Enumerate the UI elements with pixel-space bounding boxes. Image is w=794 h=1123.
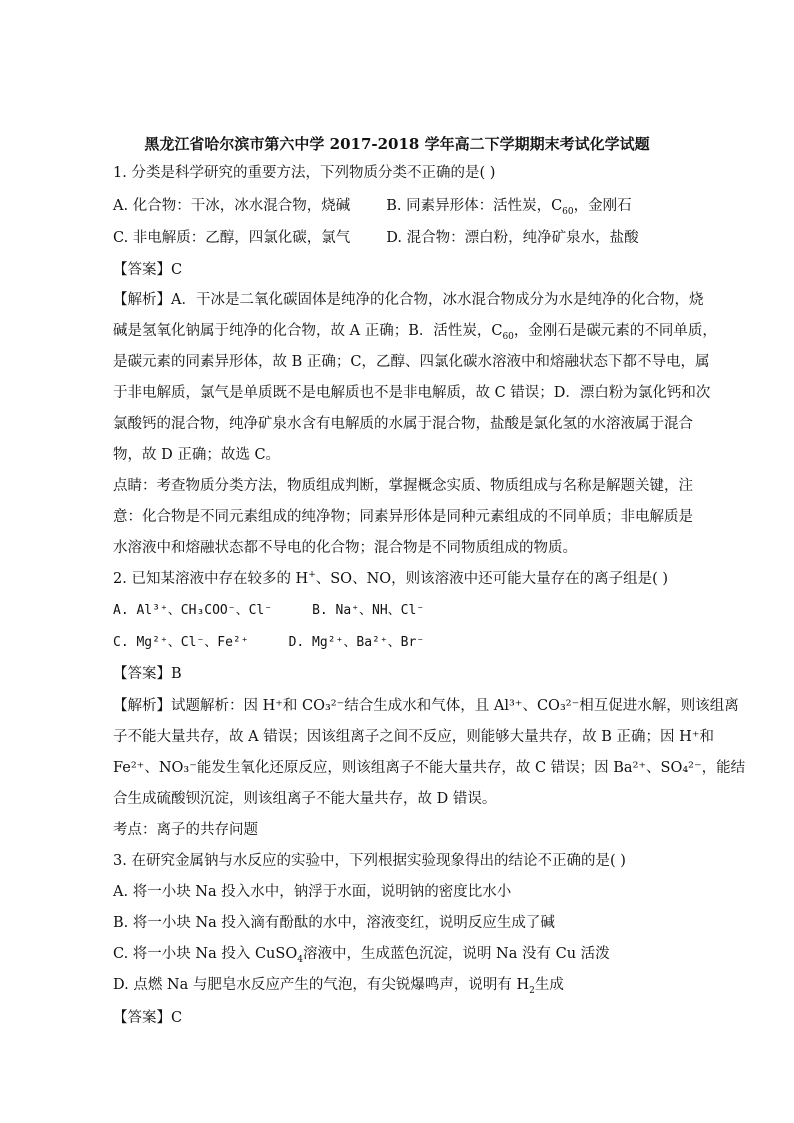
q2-option-c: C. Mg²⁺、Cl⁻、Fe²⁺: [113, 635, 249, 650]
q2-explanation-line: 子不能大量共存，故 A 错误；因该组离子之间不反应，则能够大量共存，故 B 正确；因 H⁺和: [113, 729, 714, 745]
q2-explanation-line: 【解析】试题解析：因 H⁺和 CO₃²⁻结合生成水和气体，且 Al³⁺、CO₃²⁻相互促进水解，则该组离: [113, 698, 739, 714]
q1-explanation-line: 物，故 D 正确；故选 C。: [113, 447, 281, 463]
q2-stem: 2. 已知某溶液中存在较多的 H+、SO、NO，则该溶液中还可能大量存在的离子组是( ): [113, 570, 669, 587]
q3-option-a: A. 将一小块 Na 投入水中，钠浮于水面，说明钠的密度比水小: [113, 884, 512, 900]
q1-stem: 1. 分类是科学研究的重要方法，下列物质分类不正确的是( ): [113, 165, 496, 181]
q1-explanation-line: 于非电解质，氯气是单质既不是电解质也不是非电解质，故 C 错误；D．漂白粉为氯化钙和次: [113, 385, 711, 401]
q1-option-a: A. 化合物：干冰，冰水混合物，烧碱: [113, 198, 351, 214]
q2-option-b: B. Na⁺、NH、Cl⁻: [312, 603, 425, 618]
q3-answer: 【答案】C: [113, 1010, 183, 1026]
q1-options-cd: [113, 228, 681, 248]
q1-explanation-line: 氯酸钙的混合物，纯净矿泉水含有电解质的水属于混合物，盐酸是氯化氢的水溶液属于混合: [113, 416, 693, 432]
q3-stem: 3. 在研究金属钠与水反应的实验中，下列根据实验现象得出的结论不正确的是( ): [113, 853, 626, 869]
q1-explanation-line: 是碳元素的同素异形体，故 B 正确；C，乙醇、四氯化碳水溶液中和熔融状态下都不导电，属: [113, 354, 710, 370]
q2-keypoint: 考点：离子的共存问题: [113, 822, 258, 838]
q1-note-line: 意：化合物是不同元素组成的纯净物；同素异形体是同种元素组成的不同单质；非电解质是: [113, 509, 693, 525]
q3-option-c: C. 将一小块 Na 投入 CuSO$_4$溶液中，生成蓝色沉淀，说明 Na 没有 Cu 活泼: [113, 946, 610, 965]
q2-explanation-line: Fe²⁺、NO₃⁻能发生氧化还原反应，则该组离子不能大量共存，故 C 错误；因 Ba²⁺、SO₄²⁻，能结: [113, 760, 746, 776]
q2-options-cd: [113, 633, 681, 653]
q2-explanation-line: 合生成硫酸钡沉淀，则该组离子不能大量共存，故 D 错误。: [113, 791, 497, 807]
q3-option-b: B. 将一小块 Na 投入滴有酚酞的水中，溶液变红，说明反应生成了碱: [113, 915, 555, 931]
q1-option-c: C. 非电解质：乙醇，四氯化碳，氯气: [113, 230, 351, 246]
q1-option-b: B. 同素异形体：活性炭，$C_{60}$，金刚石: [386, 198, 632, 217]
q1-answer: 【答案】C: [113, 262, 183, 278]
q2-answer: 【答案】B: [113, 666, 182, 682]
q1-explanation-line: 碱是氢氧化钠属于纯净的化合物，故 A 正确；B．活性炭，$C_{60}$，金刚石是碳元素的不同单质，: [113, 323, 717, 342]
q1-options-ab: [113, 196, 681, 216]
q2-option-d: D. Mg²⁺、Ba²⁺、Br⁻: [288, 635, 425, 650]
q1-option-d: D. 混合物：漂白粉，纯净矿泉水，盐酸: [386, 230, 639, 246]
q2-option-a: A. Al³⁺、CH₃COO⁻、Cl⁻: [113, 603, 273, 618]
q1-note-line: 点睛：考查物质分类方法，物质组成判断，掌握概念实质、物质组成与名称是解题关键，注: [113, 478, 693, 494]
q1-explanation-line: 【解析】A．干冰是二氧化碳固体是纯净的化合物，冰水混合物成分为水是纯净的化合物，烧: [113, 292, 704, 308]
document-title: 黑龙江省哈尔滨市第六中学 2017-2018 学年高二下学期期末考试化学试题: [144, 135, 650, 153]
q2-options-ab: [113, 601, 681, 621]
q1-note-line: 水溶液中和熔融状态都不导电的化合物；混合物是不同物质组成的物质。: [113, 540, 577, 556]
q3-option-d: D. 点燃 Na 与肥皂水反应产生的气泡，有尖锐爆鸣声，说明有 $H_2$生成: [113, 977, 564, 996]
